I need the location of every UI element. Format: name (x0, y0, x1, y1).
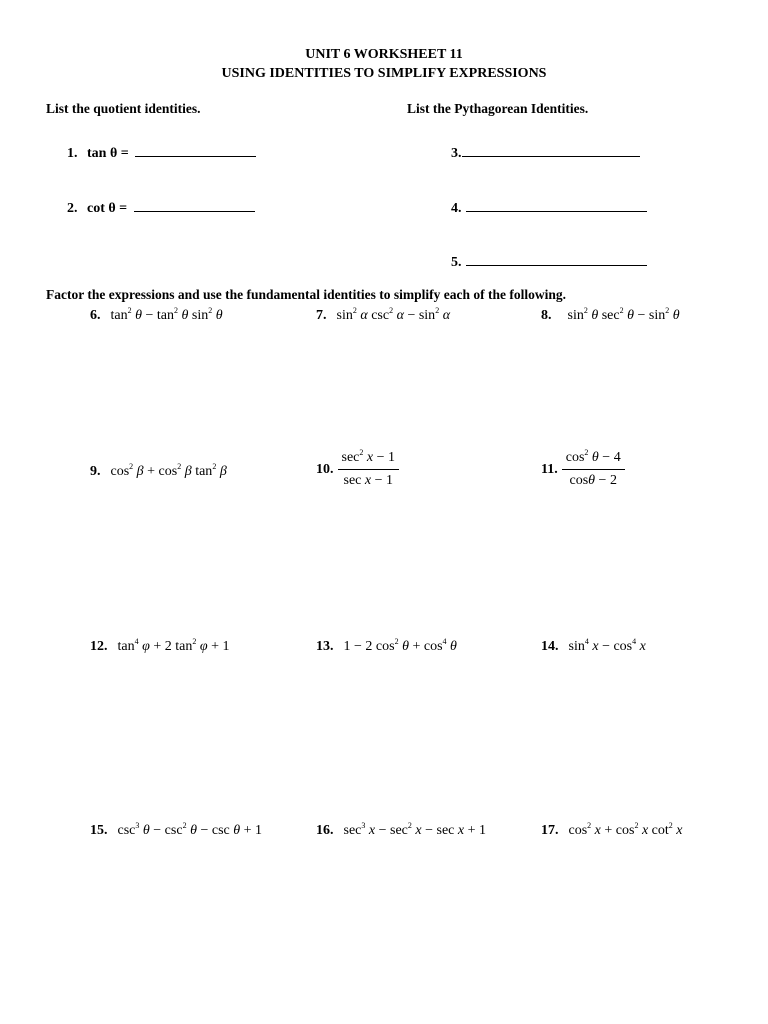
quotient-identities-heading: List the quotient identities. (46, 101, 201, 116)
problem-12 (90, 637, 230, 655)
problem-number: 12. (90, 639, 108, 654)
answer-blank-1[interactable] (135, 143, 256, 157)
expression: $\sin^4 x - \cos^4 x$ (568, 637, 646, 654)
problem-number: 8. (541, 308, 552, 323)
expression: $\cos^2 x + \cos^2 x$ $\cot^2 x$ (568, 821, 683, 838)
item-number: 4. (451, 201, 462, 216)
problem-number: 14. (541, 639, 559, 654)
problem-13 (316, 637, 457, 655)
expression: $\cos^2 \beta + \cos^2 \beta$ $\tan^2 \beta$ (110, 462, 227, 479)
factor-instructions: Factor the expressions and use the fundamental identities to simplify each of the following. (46, 287, 567, 302)
problem-7 (316, 306, 450, 324)
identity-item-5 (451, 252, 647, 271)
problem-11 (541, 450, 625, 489)
expression: $\tan^2 \theta - \tan^2 \theta$ $\sin^2 \theta$ (110, 306, 223, 323)
problem-6 (90, 306, 223, 324)
identity-item-1 (67, 143, 256, 162)
problem-17 (541, 821, 683, 839)
expression: $\sec^3 x - \sec^2 x - \sec x + 1$ (343, 821, 487, 838)
problem-number: 16. (316, 823, 334, 838)
answer-blank-2[interactable] (134, 198, 255, 212)
identity-item-4 (451, 198, 647, 217)
answer-blank-5[interactable] (466, 252, 647, 266)
problem-14 (541, 637, 646, 655)
expression: $\tan^4 \varphi + 2$ $\tan^2 \varphi + 1$ (117, 637, 230, 654)
fraction-expression: $\frac{\sec^2 x - 1}{\text{sec x − 1}}$ (338, 450, 400, 489)
problem-15 (90, 821, 262, 839)
identity-item-2 (67, 198, 255, 217)
item-number: 5. (451, 255, 462, 270)
problem-number: 9. (90, 464, 101, 479)
fraction-expression: $\frac{\cos^2 \theta - 4}{\cos\theta - 2}$ (562, 450, 625, 489)
problem-number: 10. (316, 461, 334, 477)
problem-number: 15. (90, 823, 108, 838)
expression: $\sin^2 \theta$ $\sec^2 \theta - \sin^2 \theta$ (567, 306, 680, 323)
item-number: 2. (67, 201, 78, 216)
problem-number: 11. (541, 461, 558, 477)
worksheet-subtitle: USING IDENTITIES TO SIMPLIFY EXPRESSIONS (221, 66, 547, 81)
problem-16 (316, 821, 486, 839)
cot-theta-prompt: cot θ = (87, 201, 128, 216)
problem-number: 17. (541, 823, 559, 838)
problem-8 (541, 306, 680, 324)
identity-item-3 (451, 143, 640, 162)
problem-number: 7. (316, 308, 327, 323)
expression: $\sin^2 \alpha$ $\csc^2 \alpha - \sin^2 \alpha$ (336, 306, 451, 323)
answer-blank-4[interactable] (466, 198, 647, 212)
answer-blank-3[interactable] (462, 143, 640, 157)
expression: $\csc^3 \theta - \csc^2 \theta - \csc \theta + 1$ (117, 821, 263, 838)
tan-theta-prompt: tan θ = (87, 146, 129, 161)
item-number: 1. (67, 146, 78, 161)
pythagorean-identities-heading: List the Pythagorean Identities. (407, 101, 589, 116)
problem-9 (90, 462, 227, 480)
problem-number: 13. (316, 639, 334, 654)
expression: 1 − 2 $\cos^2 \theta + \cos^4 \theta$ (343, 637, 457, 654)
item-number: 3. (451, 146, 462, 161)
problem-10 (316, 450, 399, 489)
worksheet-title: UNIT 6 WORKSHEET 11 (305, 47, 463, 62)
problem-number: 6. (90, 308, 101, 323)
